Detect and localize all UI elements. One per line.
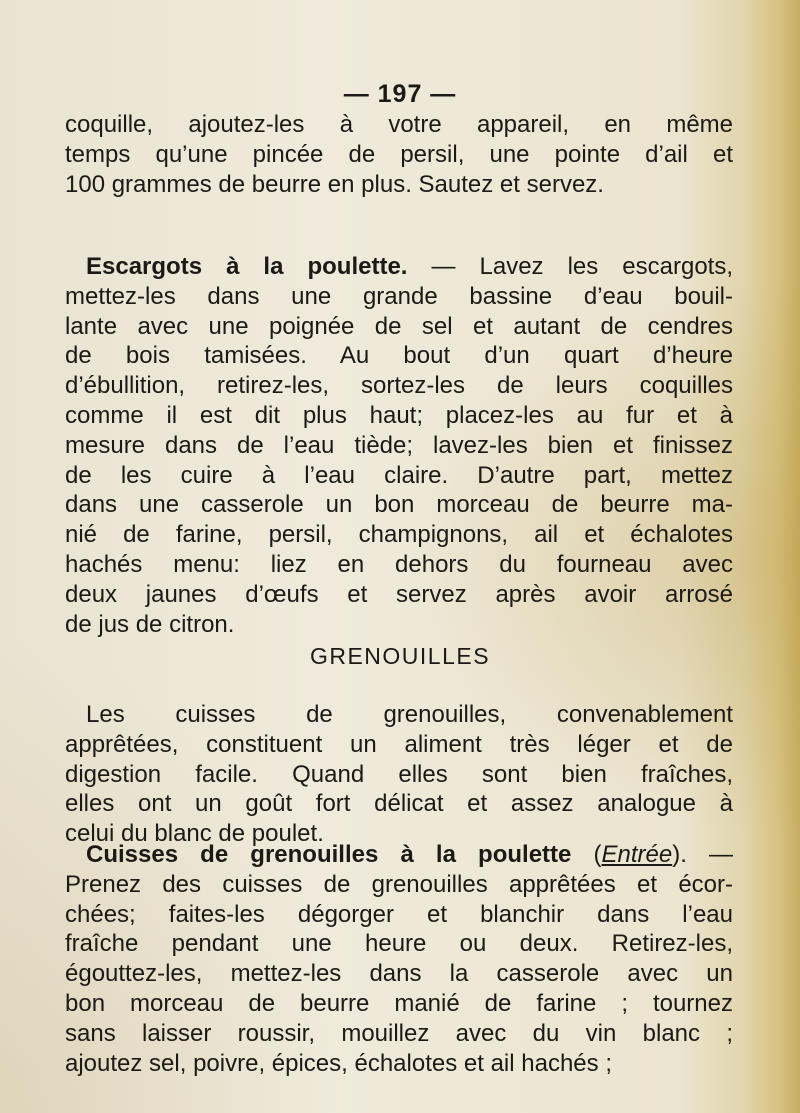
recipe-title: Escargots à la poulette. (86, 253, 408, 280)
text-line: deux jaunes d’œufs et servez après avoir arrosé (65, 580, 733, 608)
text-line: de jus de citron. (65, 610, 235, 638)
paragraph-coquille (65, 110, 733, 199)
text-line: elles ont un goût fort délicat et assez analogue à (65, 790, 733, 818)
text-line: ajoutez sel, poivre, épices, échalotes et ail hachés ; (65, 1049, 612, 1077)
text-line: mettez-les dans une grande bassine d’eau bouil- (65, 282, 733, 310)
text-line: dans une casserole un bon morceau de beurre ma- (65, 491, 733, 519)
page-number: — 197 — (343, 80, 457, 108)
text-fragment: ). — (672, 841, 733, 868)
text-fragment: — Lavez les escargots, (431, 253, 733, 280)
text-line: celui du blanc de poulet. (65, 820, 324, 848)
text-line: 100 grammes de beurre en plus. Sautez et servez. (65, 170, 604, 198)
text-line: apprêtées, constituent un aliment très léger et de (65, 730, 733, 758)
text-line: nié de farine, persil, champignons, ail et échalotes (65, 521, 733, 549)
text-line: Prenez des cuisses de grenouilles apprêtées et écor- (65, 870, 733, 898)
text-fragment: ( (571, 841, 602, 868)
text-line: hachés menu: liez en dehors du fourneau avec (65, 550, 733, 578)
page-edge-shadow (745, 0, 800, 1113)
text-line: comme il est dit plus haut; placez-les au fur et à (65, 401, 733, 429)
text-line (65, 252, 733, 282)
text-line: de les cuire à l’eau claire. D’autre part, mettez (65, 461, 733, 489)
text-line: digestion facile. Quand elles sont bien fraîches, (65, 760, 733, 788)
text-line: d’ébullition, retirez-les, sortez-les de leurs coquilles (65, 372, 733, 400)
text-line: bon morceau de beurre manié de farine ; tournez (65, 989, 733, 1017)
text-line (65, 840, 733, 870)
paragraph-grenouilles-intro (65, 700, 733, 849)
course-label: Entrée (601, 841, 673, 868)
text-line: sans laisser roussir, mouillez avec du vin blanc ; (65, 1019, 733, 1047)
section-heading: GRENOUILLES (309, 643, 491, 669)
text-line: de bois tamisées. Au bout d’un quart d’heure (65, 342, 733, 370)
text-line: coquille, ajoutez-les à votre appareil, en même (65, 111, 733, 138)
text-line: lante avec une poignée de sel et autant de cendres (65, 312, 733, 340)
text-line: Les cuisses de grenouilles, convenablement (86, 701, 733, 728)
text-line: fraîche pendant une heure ou deux. Retirez-les, (65, 930, 733, 958)
paragraph-escargots (65, 252, 733, 639)
text-line: mesure dans de l’eau tiède; lavez-les bien et finissez (65, 431, 733, 459)
paragraph-cuisses-poulette (65, 840, 733, 1078)
text-line: égouttez-les, mettez-les dans la casserole avec un (65, 960, 733, 988)
text-line: chées; faites-les dégorger et blanchir dans l’eau (65, 900, 733, 928)
text-line: temps qu’une pincée de persil, une pointe d’ail et (65, 140, 733, 168)
recipe-title: Cuisses de grenouilles à la poulette (86, 841, 572, 868)
